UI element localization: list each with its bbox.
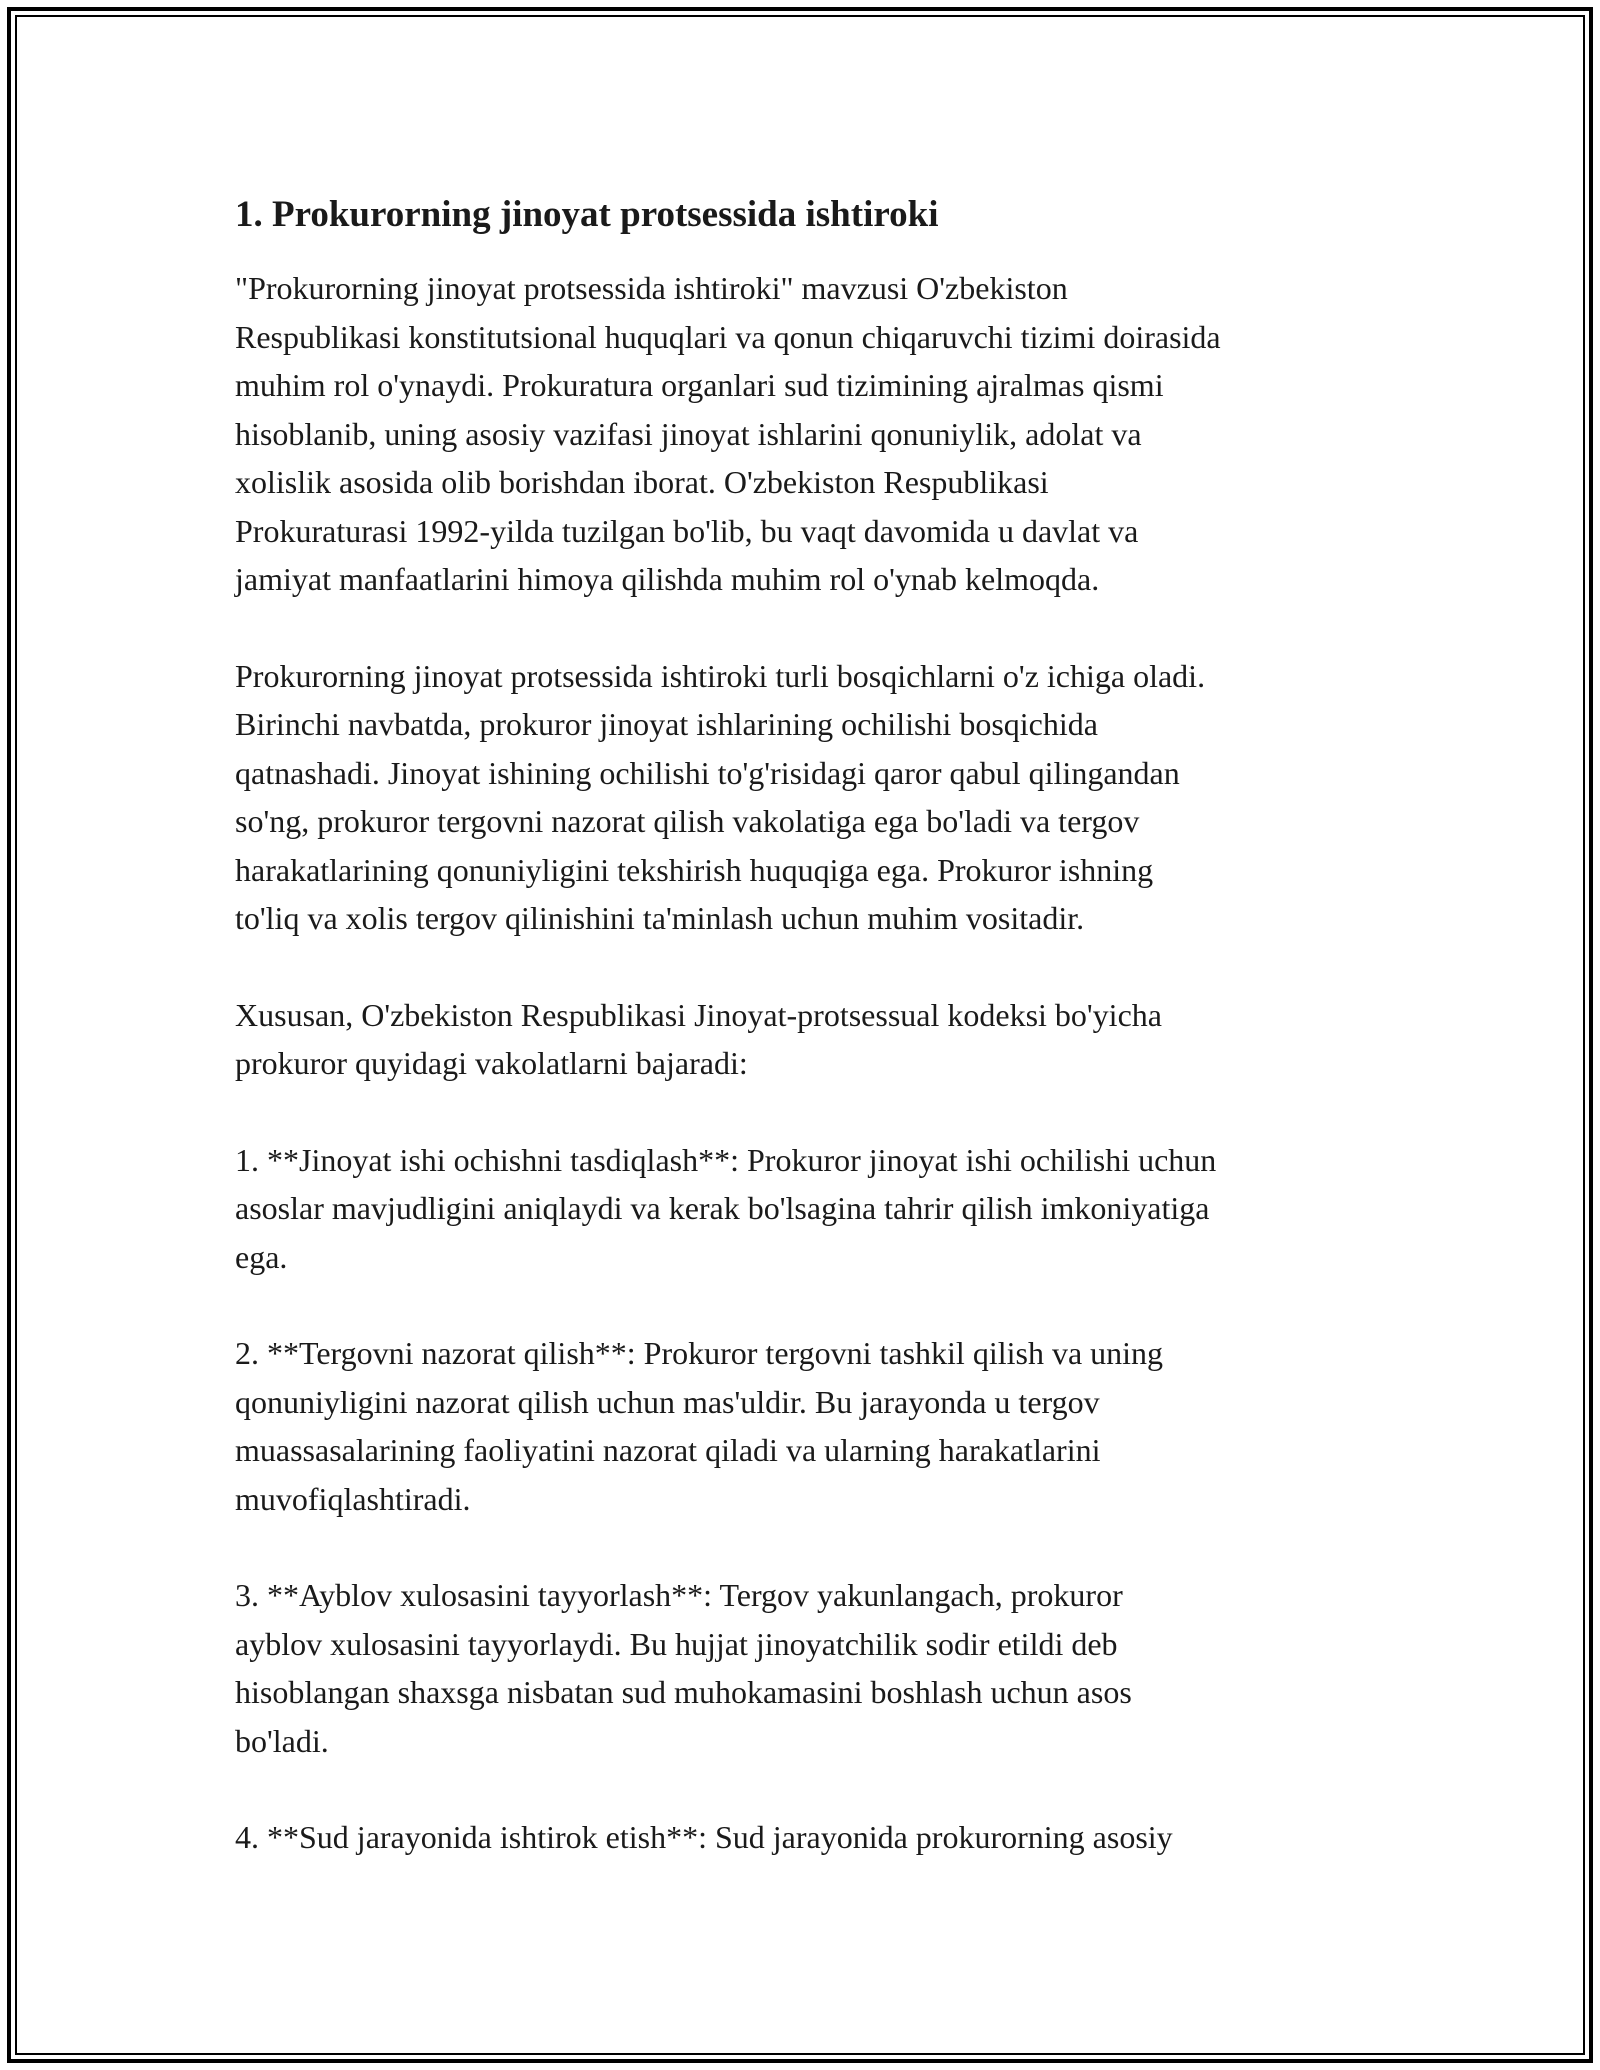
document-body — [235, 188, 1375, 1910]
powers-intro-paragraph: Xususan, O'zbekiston Respublikasi Jinoyat-protsessual kodeksi bo'yicha prokuror quyidagi vakolatlarni bajaradi: — [235, 996, 1162, 1081]
stages-paragraph: Prokurorning jinoyat protsessida ishtiroki turli bosqichlarni o'z ichiga oladi. Birinchi navbatda, prokuror jinoyat ishlarining ochilishi bosqichida qatnashadi. Jinoyat ishining ochilishi to'g'risidagi qaror qabul qilingandan so'ng, prokuror tergovni nazorat qilish vakolatiga ega bo'ladi va tergov harakatlarining qonuniyligini tekshirish huquqiga ega. Prokuror ishning to'liq va xolis tergov qilinishini ta'minlash uchun muhim vositadir. — [235, 657, 1206, 936]
document-title: 1. Prokurorning jinoyat protsessida ishtiroki — [235, 194, 939, 235]
list-item-3: 3. **Ayblov xulosasini tayyorlash**: Tergov yakunlangach, prokuror ayblov xulosasini tayyorlaydi. Bu hujjat jinoyatchilik sodir etildi deb hisoblangan shaxsga nisbatan sud muhokamasini boshlash uchun asos bo'ladi. — [235, 1577, 1132, 1759]
list-item-2: 2. **Tergovni nazorat qilish**: Prokuror tergovni tashkil qilish va uning qonuniyligini nazorat qilish uchun mas'uldir. Bu jarayonda u tergov muassasalarining faoliyatini nazorat qiladi va ularning harakatlarini muvofiqlashtiradi. — [235, 1335, 1164, 1517]
list-item-4: 4. **Sud jarayonida ishtirok etish**: Sud jarayonida prokurorning asosiy — [235, 1819, 1173, 1855]
intro-paragraph: "Prokurorning jinoyat protsessida ishtiroki" mavzusi O'zbekiston Respublikasi konstitutsional huquqlari va qonun chiqaruvchi tizimi doirasida muhim rol o'ynaydi. Prokuratura organlari sud tizimining ajralmas qismi hisoblanib, uning asosiy vazifasi jinoyat ishlarini qonuniylik, adolat va xolislik asosida olib borishdan iborat. O'zbekiston Respublikasi Prokuraturasi 1992-yilda tuzilgan bo'lib, bu vaqt davomida u davlat va jamiyat manfaatlarini himoya qilishda muhim rol o'ynab kelmoqda. — [235, 270, 1221, 597]
list-item-1: 1. **Jinoyat ishi ochishni tasdiqlash**: Prokuror jinoyat ishi ochilishi uchun asoslar mavjudligini aniqlaydi va kerak bo'lsagina tahrir qilish imkoniyatiga ega. — [235, 1141, 1217, 1275]
